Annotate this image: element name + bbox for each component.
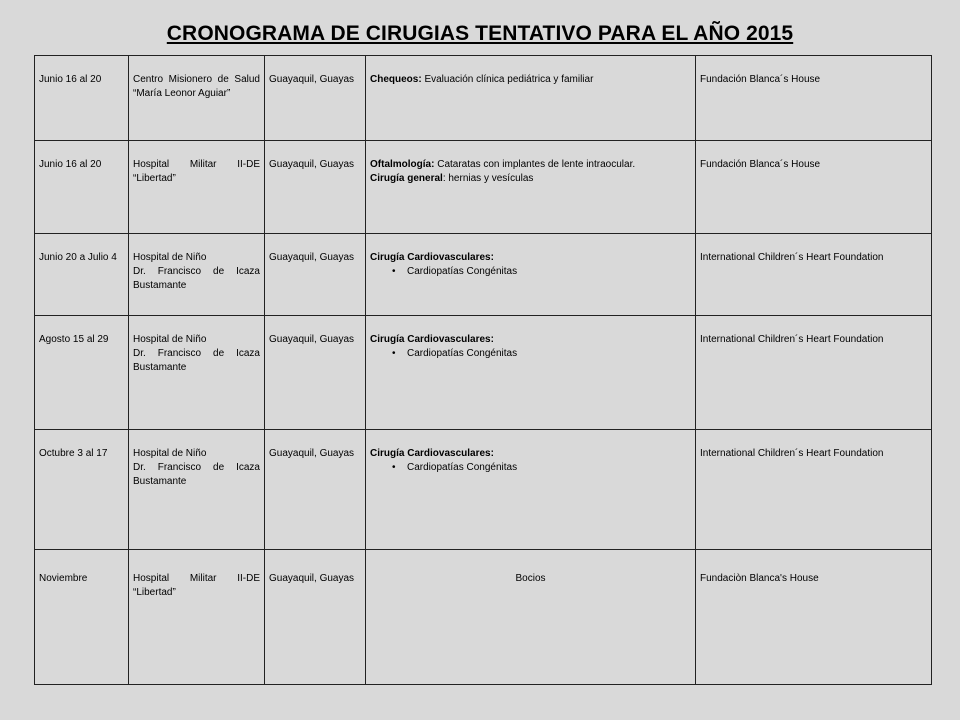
organization-text: Fundaciòn Blanca's House (700, 573, 819, 584)
specialty-text: Evaluación clínica pediátrica y familiar (421, 74, 594, 85)
surgery-schedule-table (34, 55, 932, 685)
place-text: Centro Misionero de Salud “María Leonor Aguiar” (133, 74, 260, 99)
city-text: Guayaquil, Guayas (269, 159, 355, 170)
place-line: Dr. Francisco de Icaza Bustamante (133, 266, 260, 291)
city-text: Guayaquil, Guayas (269, 74, 355, 85)
specialty-cell (366, 430, 696, 550)
organization-text: Fundación Blanca´s House (700, 159, 821, 170)
date-text: Junio 16 al 20 (39, 74, 102, 85)
table-row (35, 234, 932, 316)
date-cell (35, 316, 129, 430)
date-cell (35, 430, 129, 550)
organization-cell (696, 430, 932, 550)
bullet-icon: • (392, 266, 396, 277)
table-row (35, 56, 932, 141)
table-row (35, 316, 932, 430)
specialty-cell (366, 141, 696, 234)
place-cell (129, 550, 265, 685)
specialty-heading: Cirugía Cardiovasculares: (370, 448, 494, 459)
specialty-line (370, 172, 691, 186)
date-cell (35, 234, 129, 316)
specialty-cell (366, 316, 696, 430)
specialty-list (370, 265, 691, 279)
place-line: Hospital de Niño (133, 448, 207, 459)
specialty-label: Oftalmología: (370, 159, 435, 170)
list-item-text: Cardiopatías Congénitas (407, 266, 518, 277)
specialty-list (370, 347, 691, 361)
table-row (35, 550, 932, 685)
organization-text: International Children´s Heart Foundation (700, 448, 884, 459)
organization-text: International Children´s Heart Foundation (700, 334, 884, 345)
bullet-icon: • (392, 462, 396, 473)
place-cell (129, 56, 265, 141)
specialty-label: Chequeos: (370, 74, 422, 85)
place-line: Hospital de Niño (133, 334, 207, 345)
date-cell (35, 141, 129, 234)
organization-cell (696, 234, 932, 316)
table-row (35, 141, 932, 234)
city-cell (265, 234, 366, 316)
specialty-text: Bocios (515, 573, 546, 584)
place-cell (129, 316, 265, 430)
organization-cell (696, 56, 932, 141)
place-text: Hospital Militar II-DE “Libertad” (133, 159, 260, 184)
date-text: Junio 16 al 20 (39, 159, 102, 170)
place-text: Hospital Militar II-DE “Libertad” (133, 573, 260, 598)
place-cell (129, 141, 265, 234)
organization-cell (696, 141, 932, 234)
specialty-text: Cataratas con implantes de lente intraocular. (434, 159, 636, 170)
list-item (392, 461, 691, 475)
organization-text: Fundación Blanca´s House (700, 74, 821, 85)
city-cell (265, 141, 366, 234)
specialty-line (370, 158, 691, 172)
organization-text: International Children´s Heart Foundation (700, 252, 884, 263)
date-text: Octubre 3 al 17 (39, 448, 108, 459)
list-item-text: Cardiopatías Congénitas (407, 348, 518, 359)
organization-cell (696, 316, 932, 430)
organization-cell (696, 550, 932, 685)
specialty-cell (366, 56, 696, 141)
place-line: Dr. Francisco de Icaza Bustamante (133, 462, 260, 487)
specialty-list (370, 461, 691, 475)
list-item (392, 347, 691, 361)
city-cell (265, 56, 366, 141)
date-text: Agosto 15 al 29 (39, 334, 109, 345)
date-cell (35, 56, 129, 141)
specialty-text: : hernias y vesículas (442, 173, 534, 184)
date-text: Junio 20 a Julio 4 (39, 252, 117, 263)
city-text: Guayaquil, Guayas (269, 252, 355, 263)
specialty-cell (366, 550, 696, 685)
place-cell (129, 430, 265, 550)
place-line: Hospital de Niño (133, 252, 207, 263)
place-line: Dr. Francisco de Icaza Bustamante (133, 348, 260, 373)
city-cell (265, 316, 366, 430)
specialty-heading: Cirugía Cardiovasculares: (370, 334, 494, 345)
specialty-cell (366, 234, 696, 316)
city-text: Guayaquil, Guayas (269, 573, 355, 584)
table-row (35, 430, 932, 550)
specialty-heading: Cirugía Cardiovasculares: (370, 252, 494, 263)
list-item-text: Cardiopatías Congénitas (407, 462, 518, 473)
city-cell (265, 550, 366, 685)
city-cell (265, 430, 366, 550)
city-text: Guayaquil, Guayas (269, 448, 355, 459)
date-text: Noviembre (39, 573, 88, 584)
bullet-icon: • (392, 348, 396, 359)
list-item (392, 265, 691, 279)
city-text: Guayaquil, Guayas (269, 334, 355, 345)
page-title: CRONOGRAMA DE CIRUGIAS TENTATIVO PARA EL AÑO 2015 (166, 22, 794, 45)
specialty-label: Cirugía general (370, 173, 443, 184)
date-cell (35, 550, 129, 685)
place-cell (129, 234, 265, 316)
